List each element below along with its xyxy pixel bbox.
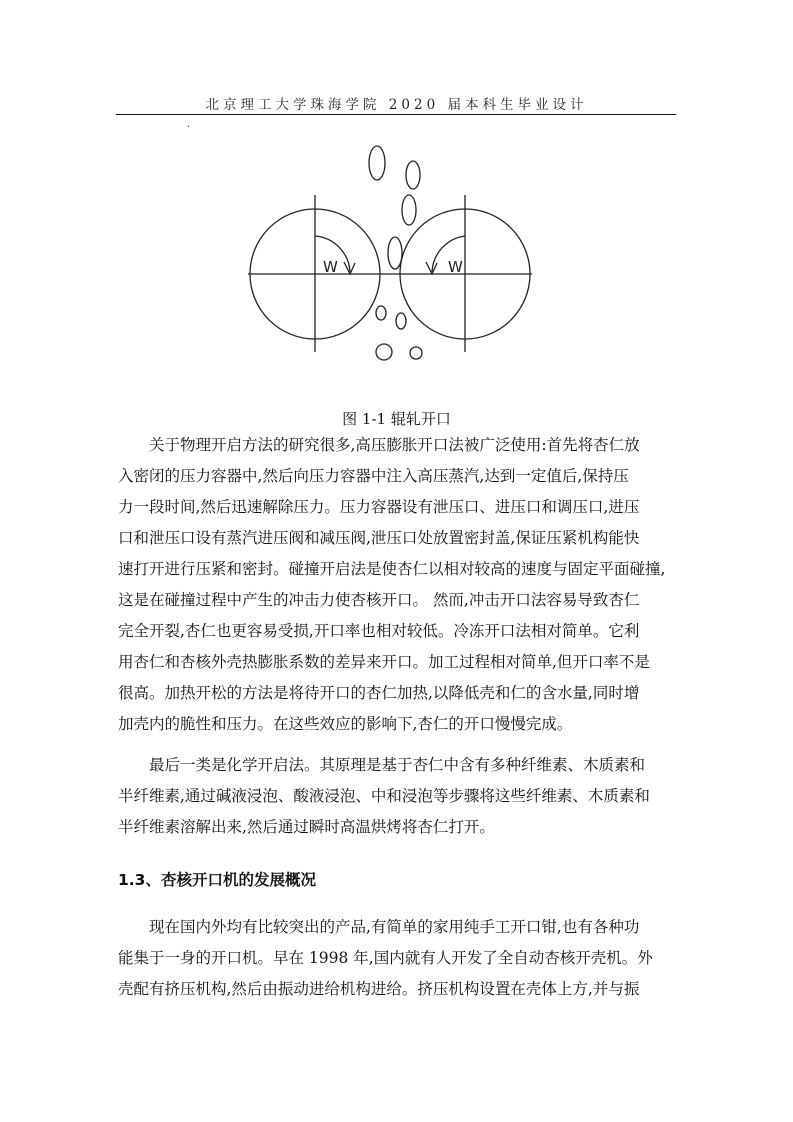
paragraph-line: 完全开裂,杏仁也更容易受损,开口率也相对较低。冷冻开口法相对简单。它利 <box>118 622 640 640</box>
paragraph-line: 这是在碰撞过程中产生的冲击力使杏核开口。 然而,冲击开口法容易导致杏仁 <box>118 591 640 609</box>
kernel <box>406 161 420 189</box>
right-arrowhead <box>426 262 437 274</box>
kernel <box>410 347 422 359</box>
roller-diagram <box>240 138 540 368</box>
paragraph-line: 壳配有挤压机构,然后由振动进给机构进给。挤压机构设置在壳体上方,并与振 <box>118 980 640 998</box>
paragraph-line: 能集于一身的开口机。早在 1998 年,国内就有人开发了全自动杏核开壳机。外 <box>118 949 653 967</box>
paragraph-physical-methods <box>118 430 678 740</box>
paragraph-line: 力一段时间,然后迅速解除压力。压力容器设有泄压口、进压口和调压口,进压 <box>118 498 640 516</box>
figure-caption: 图 1-1 辊轧开口 <box>342 410 451 428</box>
paragraph-line: 很高。加热开松的方法是将待开口的杏仁加热,以降低壳和仁的含水量,同时增 <box>118 684 640 702</box>
stray-dot: · <box>187 122 191 133</box>
paragraph-development <box>118 912 678 1005</box>
kernel <box>402 195 416 225</box>
paragraph-line: 加壳内的脆性和压力。在这些效应的影响下,杏仁的开口慢慢完成。 <box>118 715 573 733</box>
kernel <box>369 146 385 180</box>
page-header: 北京理工大学珠海学院 2020 届本科生毕业设计 <box>205 97 588 113</box>
paragraph-line: 最后一类是化学开启法。其原理是基于杏仁中含有多种纤维素、木质素和 <box>149 756 646 774</box>
header-rule <box>116 114 676 115</box>
paragraph-chemical-methods <box>118 750 678 843</box>
right-rotation-label: W <box>448 258 463 276</box>
paragraph-line: 口和泄压口设有蒸汽进压阀和减压阀,泄压口处放置密封盖,保证压紧机构能快 <box>118 529 640 547</box>
section-heading: 1.3、杏核开口机的发展概况 <box>118 871 316 889</box>
kernel <box>376 344 392 360</box>
paragraph-line: 半纤维素溶解出来,然后通过瞬时高温烘烤将杏仁打开。 <box>118 818 495 836</box>
paragraph-line: 半纤维素,通过碱液浸泡、酸液浸泡、中和浸泡等步骤将这些纤维素、木质素和 <box>118 787 650 805</box>
paragraph-line: 关于物理开启方法的研究很多,高压膨胀开口法被广泛使用:首先将杏仁放 <box>149 436 640 454</box>
paragraph-line: 用杏仁和杏核外壳热膨胀系数的差异来开口。加工过程相对简单,但开口率不是 <box>118 653 650 671</box>
paragraph-line: 现在国内外均有比较突出的产品,有简单的家用纯手工开口钳,也有各种功 <box>149 918 640 936</box>
kernel <box>388 237 402 269</box>
paragraph-line: 入密闭的压力容器中,然后向压力容器中注入高压蒸汽,达到一定值后,保持压 <box>118 467 629 485</box>
left-rotation-label: W <box>323 258 338 276</box>
kernel <box>396 313 406 329</box>
kernel <box>376 306 386 320</box>
paragraph-line: 速打开进行压紧和密封。碰撞开启法是使杏仁以相对较高的速度与固定平面碰撞, <box>118 560 666 578</box>
